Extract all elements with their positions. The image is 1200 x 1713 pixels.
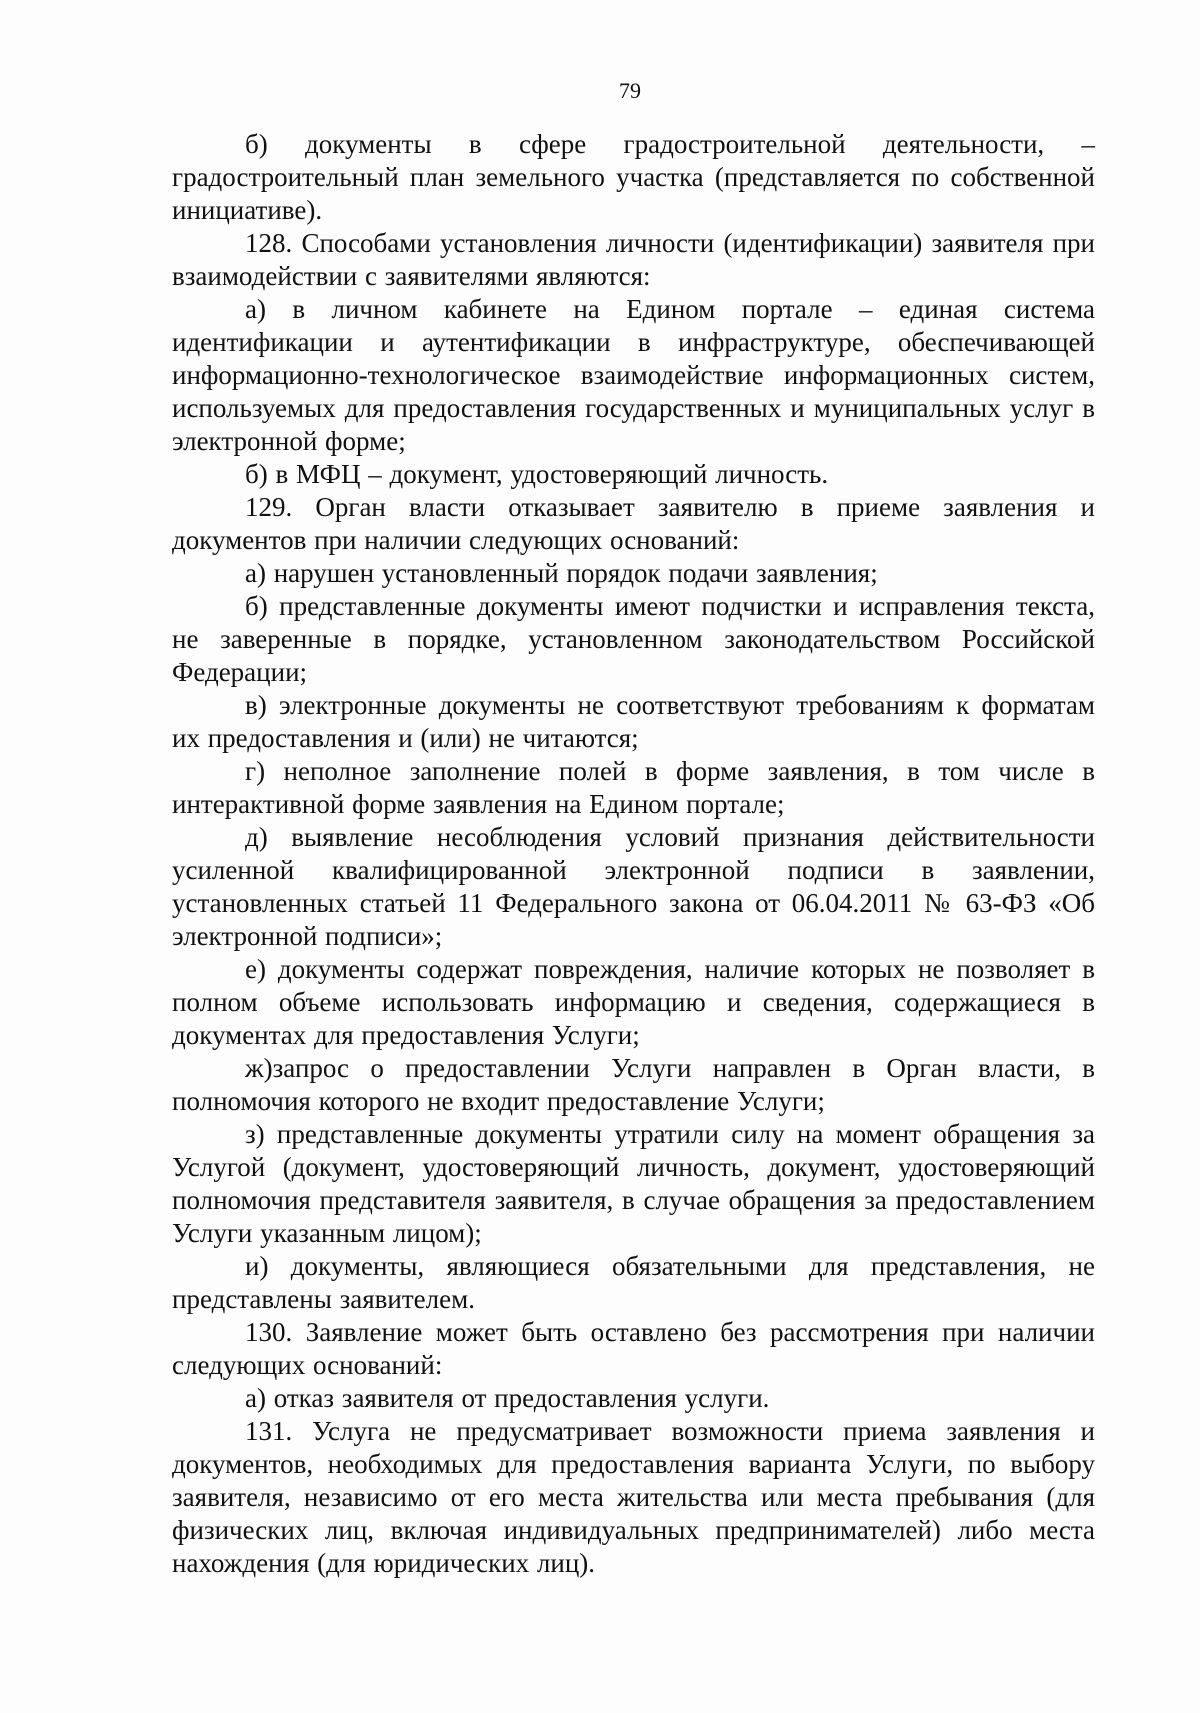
paragraph-129-d: д) выявление несоблюдения условий признания действительности усиленной квалифицированной электронной подписи в заявлении, установленных статьей 11 Федерального закона от 06.04.2011 № 63-ФЗ «Об электронной подписи»;: [172, 822, 1095, 951]
paragraph-129-e: е) документы содержат повреждения, наличие которых не позволяет в полном объеме использовать информацию и сведения, содержащиеся в документах для предоставления Услуги;: [172, 954, 1095, 1050]
paragraph-b-urban-planning-documents: б) документы в сфере градостроительной деятельности, – градостроительный план земельного участка (представляется по собственной инициативе).: [172, 129, 1095, 225]
paragraph-129-i: и) документы, являющиеся обязательными для представления, не представлены заявителем.: [172, 1251, 1095, 1314]
paragraph-129-zh: ж)запрос о предоставлении Услуги направлен в Орган власти, в полномочия которого не входит предоставление Услуги;: [172, 1053, 1095, 1116]
paragraph-129-v: в) электронные документы не соответствуют требованиям к форматам их предоставления и (или) не читаются;: [172, 690, 1095, 753]
paragraph-129-a: а) нарушен установленный порядок подачи заявления;: [245, 558, 878, 588]
paragraph-129: 129. Орган власти отказывает заявителю в приеме заявления и документов при наличии следующих оснований:: [172, 492, 1095, 555]
paragraph-129-z: з) представленные документы утратили силу на момент обращения за Услугой (документ, удостоверяющий личность, документ, удостоверяющий полномочия представителя заявителя, в случае обращения за предоставлением Услуги указанным лицом);: [172, 1119, 1095, 1248]
paragraph-129-b: б) представленные документы имеют подчистки и исправления текста, не заверенные в порядке, установленном законодательством Российской Федерации;: [172, 591, 1095, 687]
paragraph-128-a: а) в личном кабинете на Едином портале – единая система идентификации и аутентификации в инфраструктуре, обеспечивающей информационно-технологическое взаимодействие информационных систем, используемых для предоставления государственных и муниципальных услуг в электронной форме;: [172, 294, 1095, 456]
paragraph-128-b: б) в МФЦ – документ, удостоверяющий личность.: [245, 459, 829, 489]
paragraph-130-a: а) отказ заявителя от предоставления услуги.: [245, 1383, 770, 1413]
page-number: 79: [619, 78, 641, 103]
paragraph-130: 130. Заявление может быть оставлено без рассмотрения при наличии следующих оснований:: [172, 1317, 1095, 1380]
paragraph-131: 131. Услуга не предусматривает возможности приема заявления и документов, необходимых для предоставления варианта Услуги, по выбору заявителя, независимо от его места жительства или места пребывания (для физических лиц, включая индивидуальных предпринимателей) либо места нахождения (для юридических лиц).: [172, 1416, 1095, 1578]
document-body: [172, 128, 1095, 1580]
paragraph-129-g: г) неполное заполнение полей в форме заявления, в том числе в интерактивной форме заявления на Едином портале;: [172, 756, 1095, 819]
paragraph-128: 128. Способами установления личности (идентификации) заявителя при взаимодействии с заявителями являются:: [172, 228, 1095, 291]
